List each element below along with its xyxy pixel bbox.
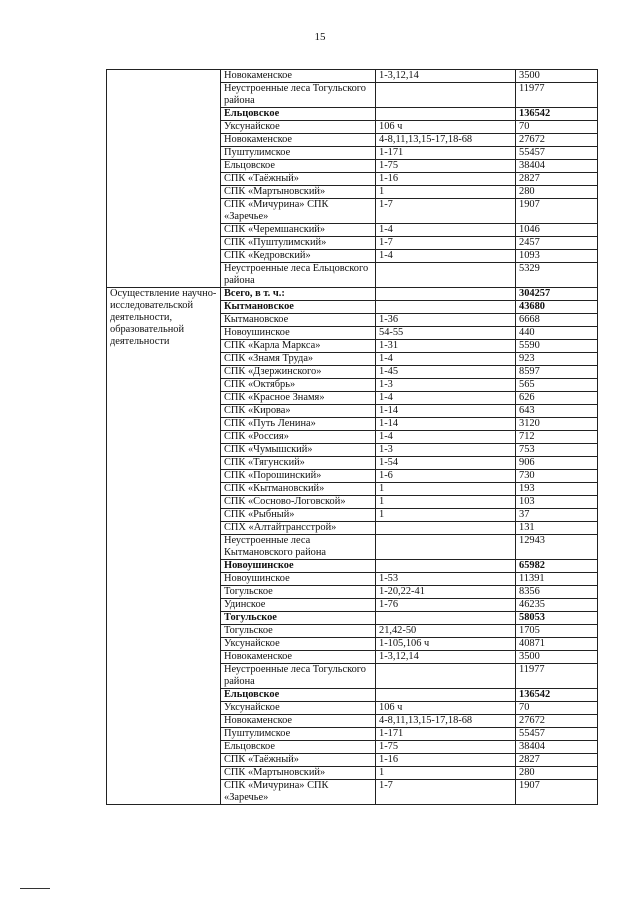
block-numbers-cell: 1-7 — [376, 199, 516, 224]
area-cell: 27672 — [516, 134, 598, 147]
block-numbers-cell: 1-53 — [376, 573, 516, 586]
area-cell: 923 — [516, 353, 598, 366]
area-cell: 643 — [516, 405, 598, 418]
block-numbers-cell: 1-31 — [376, 340, 516, 353]
forestry-name-cell: СПК «Мартыновский» — [221, 767, 376, 780]
area-cell: 3500 — [516, 70, 598, 83]
area-cell: 1093 — [516, 250, 598, 263]
forestry-name-cell: СПК «Таёжный» — [221, 754, 376, 767]
block-numbers-cell: 106 ч — [376, 121, 516, 134]
forestry-name-cell: Новокаменское — [221, 134, 376, 147]
block-numbers-cell: 1-14 — [376, 418, 516, 431]
area-cell: 37 — [516, 509, 598, 522]
area-cell: 1046 — [516, 224, 598, 237]
footnote-rule — [20, 888, 50, 889]
forestry-name-cell: СПК «Таёжный» — [221, 173, 376, 186]
forestry-name-cell: СПК «Знамя Труда» — [221, 353, 376, 366]
block-numbers-cell — [376, 560, 516, 573]
area-cell: 11391 — [516, 573, 598, 586]
area-cell: 1705 — [516, 625, 598, 638]
area-cell: 5329 — [516, 263, 598, 288]
forestry-name-cell: СПК «Пуштулимский» — [221, 237, 376, 250]
block-numbers-cell: 1-171 — [376, 147, 516, 160]
block-numbers-cell: 1-3 — [376, 379, 516, 392]
block-numbers-cell: 21,42-50 — [376, 625, 516, 638]
area-cell: 70 — [516, 121, 598, 134]
block-numbers-cell — [376, 301, 516, 314]
forestry-name-cell: Пуштулимское — [221, 147, 376, 160]
forestry-name-cell: Новокаменское — [221, 70, 376, 83]
forestry-name-cell: СПК «Россия» — [221, 431, 376, 444]
forestry-name-cell: СПК «Кытмановский» — [221, 483, 376, 496]
area-cell: 136542 — [516, 689, 598, 702]
block-numbers-cell: 4-8,11,13,15-17,18-68 — [376, 715, 516, 728]
forestry-name-cell: СПК «Черемшанский» — [221, 224, 376, 237]
area-cell: 103 — [516, 496, 598, 509]
block-numbers-cell — [376, 612, 516, 625]
area-cell: 12943 — [516, 535, 598, 560]
forestry-name-cell: Новоушинское — [221, 573, 376, 586]
block-numbers-cell: 1 — [376, 496, 516, 509]
block-numbers-cell: 1-76 — [376, 599, 516, 612]
block-numbers-cell: 1 — [376, 483, 516, 496]
forestry-name-cell: СПК «Кирова» — [221, 405, 376, 418]
forestry-name-cell: Всего, в т. ч.: — [221, 288, 376, 301]
block-numbers-cell: 1-36 — [376, 314, 516, 327]
forestry-name-cell: Кытмановское — [221, 301, 376, 314]
area-cell: 58053 — [516, 612, 598, 625]
forestry-name-cell: СПК «Красное Знамя» — [221, 392, 376, 405]
block-numbers-cell: 1-171 — [376, 728, 516, 741]
block-numbers-cell: 1-4 — [376, 431, 516, 444]
block-numbers-cell — [376, 83, 516, 108]
forestry-name-cell: Новоушинское — [221, 327, 376, 340]
forestry-name-cell: Неустроенные леса Ельцовского района — [221, 263, 376, 288]
forestry-name-cell: СПК «Порошинский» — [221, 470, 376, 483]
area-cell: 304257 — [516, 288, 598, 301]
block-numbers-cell: 1 — [376, 767, 516, 780]
activity-type-cell — [107, 70, 221, 288]
block-numbers-cell: 4-8,11,13,15-17,18-68 — [376, 134, 516, 147]
block-numbers-cell: 1-14 — [376, 405, 516, 418]
forestry-name-cell: Ельцовское — [221, 160, 376, 173]
block-numbers-cell: 1 — [376, 186, 516, 199]
block-numbers-cell: 1-75 — [376, 741, 516, 754]
forestry-name-cell: СПК «Дзержинского» — [221, 366, 376, 379]
block-numbers-cell: 1-4 — [376, 224, 516, 237]
block-numbers-cell: 1-75 — [376, 160, 516, 173]
block-numbers-cell: 1-45 — [376, 366, 516, 379]
area-cell: 1907 — [516, 199, 598, 224]
area-cell: 38404 — [516, 741, 598, 754]
area-cell: 55457 — [516, 728, 598, 741]
forestry-name-cell: Ельцовское — [221, 741, 376, 754]
area-cell: 46235 — [516, 599, 598, 612]
area-cell: 2827 — [516, 754, 598, 767]
forestry-name-cell: Тогульское — [221, 586, 376, 599]
forestry-name-cell: СПК «Чумышский» — [221, 444, 376, 457]
area-cell: 3500 — [516, 651, 598, 664]
area-cell: 280 — [516, 186, 598, 199]
block-numbers-cell: 1-7 — [376, 237, 516, 250]
area-cell: 5590 — [516, 340, 598, 353]
block-numbers-cell: 1-3,12,14 — [376, 70, 516, 83]
block-numbers-cell: 1-4 — [376, 250, 516, 263]
forestry-name-cell: Новокаменское — [221, 651, 376, 664]
forestry-name-cell: СПК «Рыбный» — [221, 509, 376, 522]
block-numbers-cell: 1-4 — [376, 353, 516, 366]
forestry-name-cell: Тогульское — [221, 612, 376, 625]
forestry-name-cell: СПК «Путь Ленина» — [221, 418, 376, 431]
forestry-name-cell: СПК «Тягунский» — [221, 457, 376, 470]
area-cell: 906 — [516, 457, 598, 470]
block-numbers-cell — [376, 535, 516, 560]
block-numbers-cell: 1-4 — [376, 392, 516, 405]
block-numbers-cell: 1-16 — [376, 754, 516, 767]
forestry-name-cell: Кытмановское — [221, 314, 376, 327]
block-numbers-cell: 54-55 — [376, 327, 516, 340]
forestry-name-cell: СПК «Кедровский» — [221, 250, 376, 263]
forestry-name-cell: Ельцовское — [221, 689, 376, 702]
area-cell: 753 — [516, 444, 598, 457]
table-body — [107, 70, 598, 805]
block-numbers-cell: 1-54 — [376, 457, 516, 470]
area-cell: 440 — [516, 327, 598, 340]
area-cell: 565 — [516, 379, 598, 392]
area-cell: 2457 — [516, 237, 598, 250]
area-cell: 70 — [516, 702, 598, 715]
forestry-name-cell: Неустроенные леса Тогульского района — [221, 83, 376, 108]
area-cell: 3120 — [516, 418, 598, 431]
block-numbers-cell — [376, 664, 516, 689]
block-numbers-cell — [376, 522, 516, 535]
area-cell: 27672 — [516, 715, 598, 728]
area-cell: 712 — [516, 431, 598, 444]
forestry-name-cell: СПК «Мичурина» СПК «Заречье» — [221, 780, 376, 805]
block-numbers-cell: 1-7 — [376, 780, 516, 805]
forestry-name-cell: Удинское — [221, 599, 376, 612]
table-row — [107, 288, 598, 301]
area-cell: 131 — [516, 522, 598, 535]
area-cell: 8597 — [516, 366, 598, 379]
forestry-name-cell: Неустроенные леса Тогульского района — [221, 664, 376, 689]
area-cell: 11977 — [516, 83, 598, 108]
forestry-name-cell: СПК «Сосново-Логовской» — [221, 496, 376, 509]
forestry-name-cell: Тогульское — [221, 625, 376, 638]
forestry-name-cell: СПК «Мартыновский» — [221, 186, 376, 199]
block-numbers-cell: 1-16 — [376, 173, 516, 186]
area-cell: 280 — [516, 767, 598, 780]
forestry-name-cell: Новокаменское — [221, 715, 376, 728]
forestry-name-cell: СПК «Мичурина» СПК «Заречье» — [221, 199, 376, 224]
forestry-name-cell: СПК «Карла Маркса» — [221, 340, 376, 353]
forestry-name-cell: Ельцовское — [221, 108, 376, 121]
activity-type-cell: Осуществление научно-исследовательской деятельности, образовательной деятельности — [107, 288, 221, 805]
area-cell: 626 — [516, 392, 598, 405]
block-numbers-cell: 1-3,12,14 — [376, 651, 516, 664]
area-cell: 38404 — [516, 160, 598, 173]
forestry-name-cell: Новоушинское — [221, 560, 376, 573]
area-cell: 40871 — [516, 638, 598, 651]
page-number: 15 — [314, 31, 326, 43]
block-numbers-cell: 1-3 — [376, 444, 516, 457]
area-cell: 193 — [516, 483, 598, 496]
block-numbers-cell: 1-105,106 ч — [376, 638, 516, 651]
block-numbers-cell: 1-20,22-41 — [376, 586, 516, 599]
forestry-name-cell: Уксунайское — [221, 702, 376, 715]
block-numbers-cell — [376, 263, 516, 288]
block-numbers-cell: 1 — [376, 509, 516, 522]
area-cell: 43680 — [516, 301, 598, 314]
block-numbers-cell — [376, 108, 516, 121]
area-cell: 65982 — [516, 560, 598, 573]
forestry-name-cell: СПК «Октябрь» — [221, 379, 376, 392]
block-numbers-cell — [376, 689, 516, 702]
block-numbers-cell: 106 ч — [376, 702, 516, 715]
forestry-name-cell: Неустроенные леса Кытмановского района — [221, 535, 376, 560]
forestry-name-cell: СПХ «Алтайтрансстрой» — [221, 522, 376, 535]
block-numbers-cell: 1-6 — [376, 470, 516, 483]
forest-allocation-table — [106, 69, 598, 805]
block-numbers-cell — [376, 288, 516, 301]
area-cell: 136542 — [516, 108, 598, 121]
area-cell: 1907 — [516, 780, 598, 805]
forestry-name-cell: Уксунайское — [221, 121, 376, 134]
table-row — [107, 70, 598, 83]
area-cell: 6668 — [516, 314, 598, 327]
forestry-name-cell: Пуштулимское — [221, 728, 376, 741]
area-cell: 11977 — [516, 664, 598, 689]
area-cell: 55457 — [516, 147, 598, 160]
forestry-name-cell: Уксунайское — [221, 638, 376, 651]
area-cell: 730 — [516, 470, 598, 483]
area-cell: 8356 — [516, 586, 598, 599]
area-cell: 2827 — [516, 173, 598, 186]
